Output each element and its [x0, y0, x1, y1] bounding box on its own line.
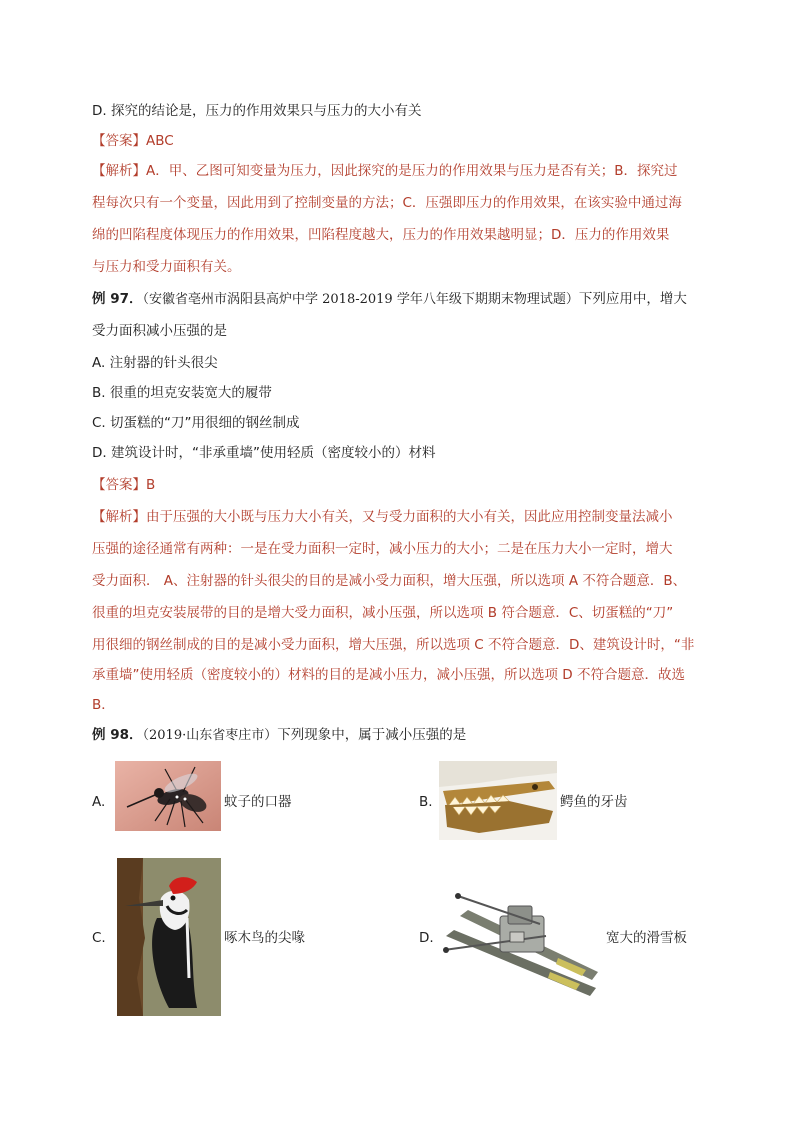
q97-stem: 例 97．（安徽省亳州市涡阳县高炉中学 2018-2019 学年八年级下期期末物理试题）下列应用中，增大 [92, 291, 687, 307]
question-number: 例 97． [92, 291, 143, 307]
q98-option-d-letter: D. [419, 930, 434, 946]
q97-analysis-line: 【解析】由于压强的大小既与压力大小有关，又与受力面积的大小有关，因此应用控制变量法减小 [92, 509, 673, 525]
q97-answer [92, 475, 712, 495]
question-number: 例 98． [92, 727, 143, 743]
q98-option-c-text: 啄木鸟的尖喙 [224, 930, 305, 946]
prev-option-d: D. 探究的结论是，压力的作用效果只与压力的大小有关 [92, 103, 422, 119]
answer-value: B [146, 477, 156, 493]
q97-analysis-line: B． [92, 697, 115, 713]
question-source: （安徽省亳州市涡阳县高炉中学 2018-2019 学年八年级下期期末物理试题） [142, 292, 579, 307]
analysis-tag: 【解析】 [92, 163, 146, 179]
ski-photo-icon [440, 876, 602, 1012]
q97-analysis-line: 压强的途径通常有两种：一是在受力面积一定时，减小压力的大小；二是在压力大小一定时，增大 [92, 541, 673, 557]
q97-option-a: A. 注射器的针头很尖 [92, 355, 218, 371]
woodpecker-photo-icon [117, 858, 221, 1016]
prev-analysis-line: 程每次只有一个变量，因此用到了控制变量的方法；C．压强即压力的作用效果，在该实验中通过海 [92, 195, 682, 211]
q98-stem: 例 98．（2019·山东省枣庄市）下列现象中，属于减小压强的是 [92, 727, 467, 743]
q97-analysis-line: 承重墙”使用轻质（密度较小的）材料的目的是减小压力，减小压强，所以选项 D 不符合题意．故选 [92, 667, 685, 683]
q97-analysis-line: 用很细的钢丝制成的目的是减小受力面积，增大压强，所以选项 C 不符合题意．D、建筑设计时，“非 [92, 637, 695, 653]
answer-value: ABC [146, 133, 174, 149]
q97-option-b: B. 很重的坦克安装宽大的履带 [92, 385, 272, 401]
question-source: （2019·山东省枣庄市） [142, 728, 278, 743]
q98-option-b-letter: B. [419, 794, 433, 810]
q97-analysis-line: 很重的坦克安装展带的目的是增大受力面积，减小压强，所以选项 B 符合题意．C、切蛋糕的“刀” [92, 605, 674, 621]
q97-option-d: D. 建筑设计时，“非承重墙”使用轻质（密度较小的）材料 [92, 445, 436, 461]
q97-option-c: C. 切蛋糕的“刀”用很细的钢丝制成 [92, 415, 300, 431]
q98-option-b-text: 鳄鱼的牙齿 [560, 794, 628, 810]
answer-tag: 【答案】 [92, 133, 146, 149]
q97-analysis-line: 受力面积． A、注射器的针头很尖的目的是减小受力面积，增大压强，所以选项 A 不符合题意．B、 [92, 573, 687, 589]
prev-analysis-line: 【解析】A．甲、乙图可知变量为压力，因此探究的是压力的作用效果与压力是否有关；B．探究过 [92, 163, 678, 179]
q97-stem-cont: 受力面积减小压强的是 [92, 323, 227, 339]
analysis-tag: 【解析】 [92, 509, 146, 525]
prev-analysis-line: 与压力和受力面积有关。 [92, 259, 241, 275]
q98-option-d-text: 宽大的滑雪板 [606, 930, 687, 946]
q98-option-a-letter: A. [92, 794, 106, 810]
q98-option-c-letter: C. [92, 930, 106, 946]
prev-answer [92, 131, 712, 151]
mosquito-photo-icon [115, 761, 221, 831]
q98-option-a-text: 蚊子的口器 [224, 794, 292, 810]
answer-tag: 【答案】 [92, 477, 146, 493]
crocodile-photo-icon [439, 761, 557, 840]
prev-analysis-line: 绵的凹陷程度体现压力的作用效果，凹陷程度越大，压力的作用效果越明显；D．压力的作用效果 [92, 227, 670, 243]
